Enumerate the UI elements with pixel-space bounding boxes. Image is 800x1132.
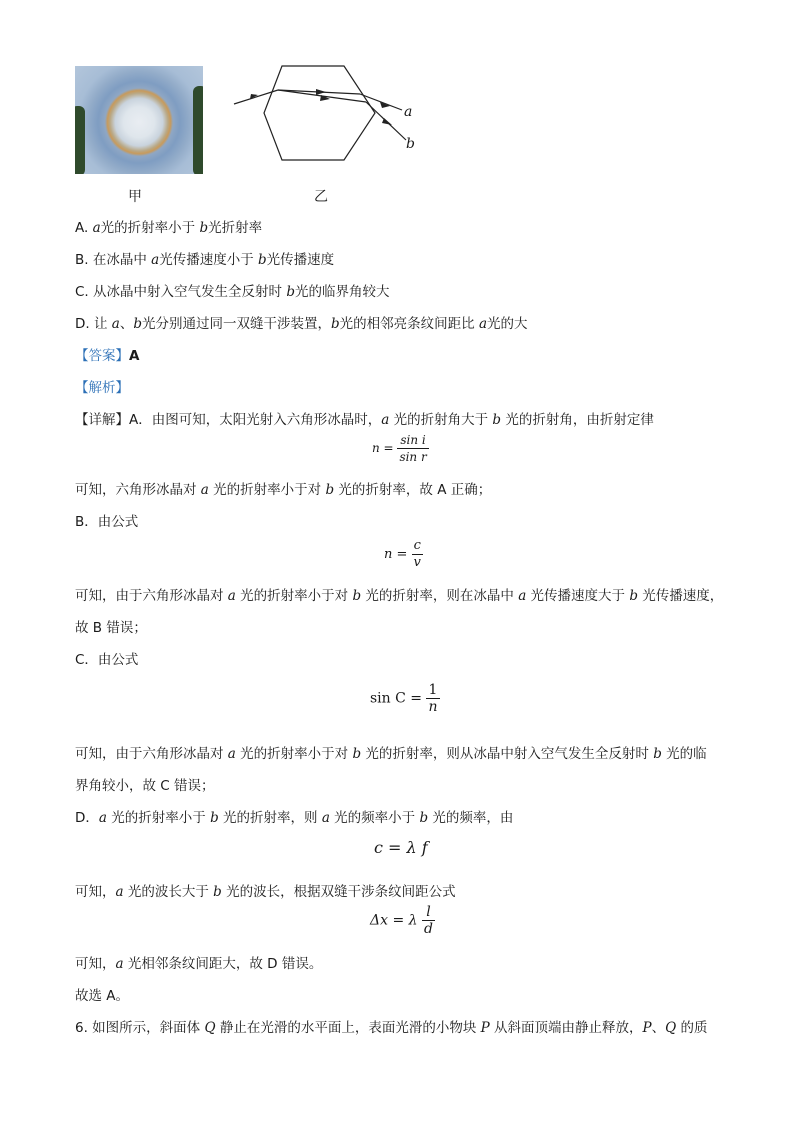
- detail-line-11: 可知，a 光相邻条纹间距大，故 D 错误。: [75, 956, 323, 972]
- detail-line-12: 故选 A。: [75, 988, 130, 1004]
- figure-caption-right: 乙: [314, 189, 328, 205]
- formula-fringe-spacing: Δx = λ $\frac{l}{d}$: [370, 904, 433, 937]
- option-d: D. 让 a、b光分别通过同一双缝干涉装置，b光的相邻亮条纹间距比 a光的大: [75, 316, 528, 332]
- figure-caption-left: 甲: [128, 189, 142, 205]
- answer-line: [75, 344, 139, 364]
- hexagon-crystal: [264, 66, 375, 160]
- refracted-arrow-a: [316, 89, 326, 95]
- analysis-label: 【解析】: [75, 380, 129, 396]
- ray-label-b: b: [406, 136, 415, 152]
- tree-right: [193, 86, 203, 174]
- detail-line-8: 界角较小，故 C 错误；: [75, 778, 215, 794]
- detail-line-3: B．由公式: [75, 514, 139, 530]
- detail-line-7: 可知，由于六角形冰晶对 a 光的折射率小于对 b 光的折射率，则从冰晶中射入空气发生全反射时 b 光的临: [75, 746, 707, 762]
- option-b: B. 在冰晶中 a光传播速度小于 b光传播速度: [75, 252, 335, 268]
- detail-line-5: 故 B 错误；: [75, 620, 147, 636]
- detail-line-6: C．由公式: [75, 652, 139, 668]
- detail-line-10: 可知，a 光的波长大于 b 光的波长，根据双缝干涉条纹间距公式: [75, 884, 456, 900]
- answer-value: A: [129, 348, 140, 364]
- detail-line-9: D．a 光的折射率小于 b 光的折射率，则 a 光的频率小于 b 光的频率，由: [75, 810, 514, 826]
- incident-ray: [234, 90, 278, 104]
- detail-line-2: 可知，六角形冰晶对 a 光的折射率小于对 b 光的折射率，故 A 正确；: [75, 482, 492, 498]
- hexagon-ray-diagram: [230, 62, 430, 172]
- next-question: 6. 如图所示，斜面体 Q 静止在光滑的水平面上，表面光滑的小物块 P 从斜面顶端由静止释放，P、Q 的质: [75, 1020, 708, 1036]
- formula-wave: c = λ f: [374, 838, 428, 857]
- halo-photo: [75, 66, 203, 174]
- answer-label: 【答案】: [75, 348, 129, 364]
- formula-speed: n = $\frac{c}{v}$: [384, 538, 421, 570]
- detail-line-1: 【详解】A．由图可知，太阳光射入六角形冰晶时，a 光的折射角大于 b 光的折射角，由折射定律: [75, 412, 654, 428]
- detail-line-4: 可知，由于六角形冰晶对 a 光的折射率小于对 b 光的折射率，则在冰晶中 a 光传播速度大于 b 光传播速度，: [75, 588, 724, 604]
- option-c: C. 从冰晶中射入空气发生全反射时 b光的临界角较大: [75, 284, 390, 300]
- ray-label-a: a: [404, 104, 413, 120]
- tree-left: [75, 106, 85, 174]
- option-a: A. a光的折射率小于 b光折射率: [75, 220, 263, 236]
- formula-critical-angle: sin C = $\frac{1}{n}$: [370, 682, 438, 715]
- formula-snell: n = $\frac{\text{sin i}}{\text{sin r}}$: [372, 433, 427, 464]
